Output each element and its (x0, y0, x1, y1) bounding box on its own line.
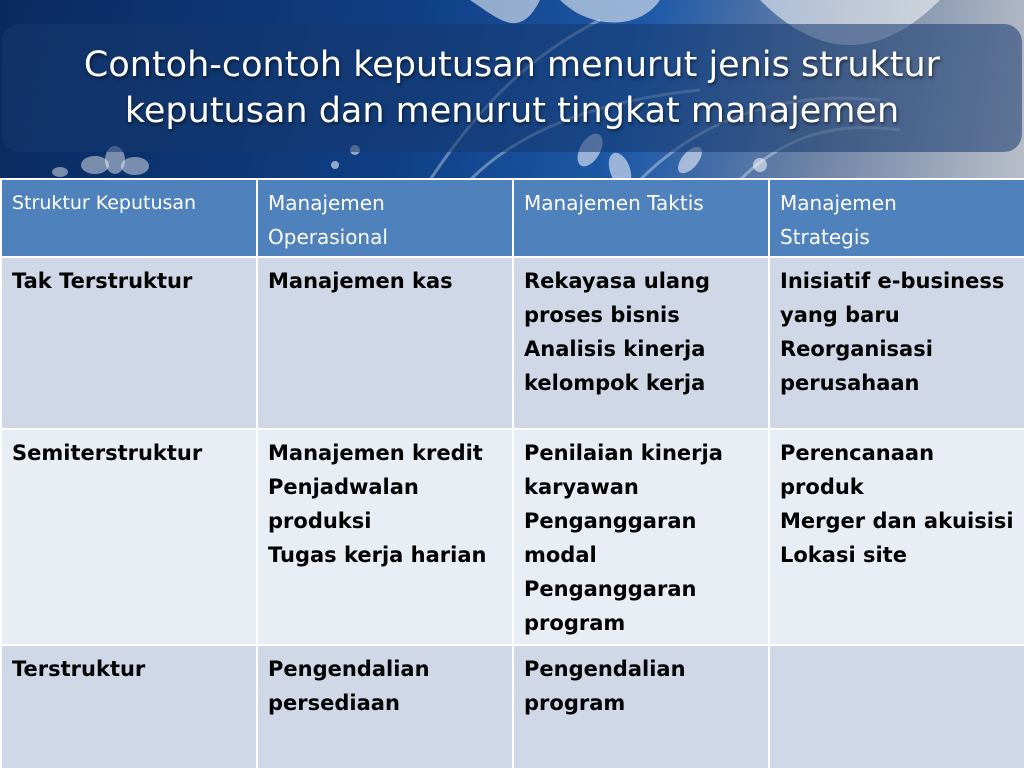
table-header-row (1, 179, 1024, 257)
cell-tactical: Rekayasa ulang proses bisnis Analisis kinerja kelompok kerja (513, 257, 769, 429)
header-structure: Struktur Keputusan (1, 179, 257, 257)
header-tactical: Manajemen Taktis (513, 179, 769, 257)
cell-strategic: Perencanaan produk Merger dan akuisisi Lokasi site (769, 429, 1024, 645)
decision-table (0, 178, 1024, 768)
table-container (0, 178, 1024, 768)
cell-strategic: Inisiatif e-business yang baru Reorganisasi perusahaan (769, 257, 1024, 429)
cell-operational: Manajemen kredit Penjadwalan produksi Tugas kerja harian (257, 429, 513, 645)
cell-structure: Tak Terstruktur (1, 257, 257, 429)
title-box (2, 24, 1022, 152)
table-row (1, 429, 1024, 645)
cell-strategic (769, 645, 1024, 768)
cell-operational: Manajemen kas (257, 257, 513, 429)
slide-title: Contoh-contoh keputusan menurut jenis struktur keputusan dan menurut tingkat manajemen (83, 45, 941, 131)
cell-tactical: Penilaian kinerja karyawan Penganggaran modal Penganggaran program (513, 429, 769, 645)
header-strategic: Manajemen Strategis (769, 179, 1024, 257)
cell-operational: Pengendalian persediaan (257, 645, 513, 768)
cell-tactical: Pengendalian program (513, 645, 769, 768)
table-row (1, 645, 1024, 768)
header-operational: Manajemen Operasional (257, 179, 513, 257)
cell-structure: Terstruktur (1, 645, 257, 768)
cell-structure: Semiterstruktur (1, 429, 257, 645)
table-row (1, 257, 1024, 429)
